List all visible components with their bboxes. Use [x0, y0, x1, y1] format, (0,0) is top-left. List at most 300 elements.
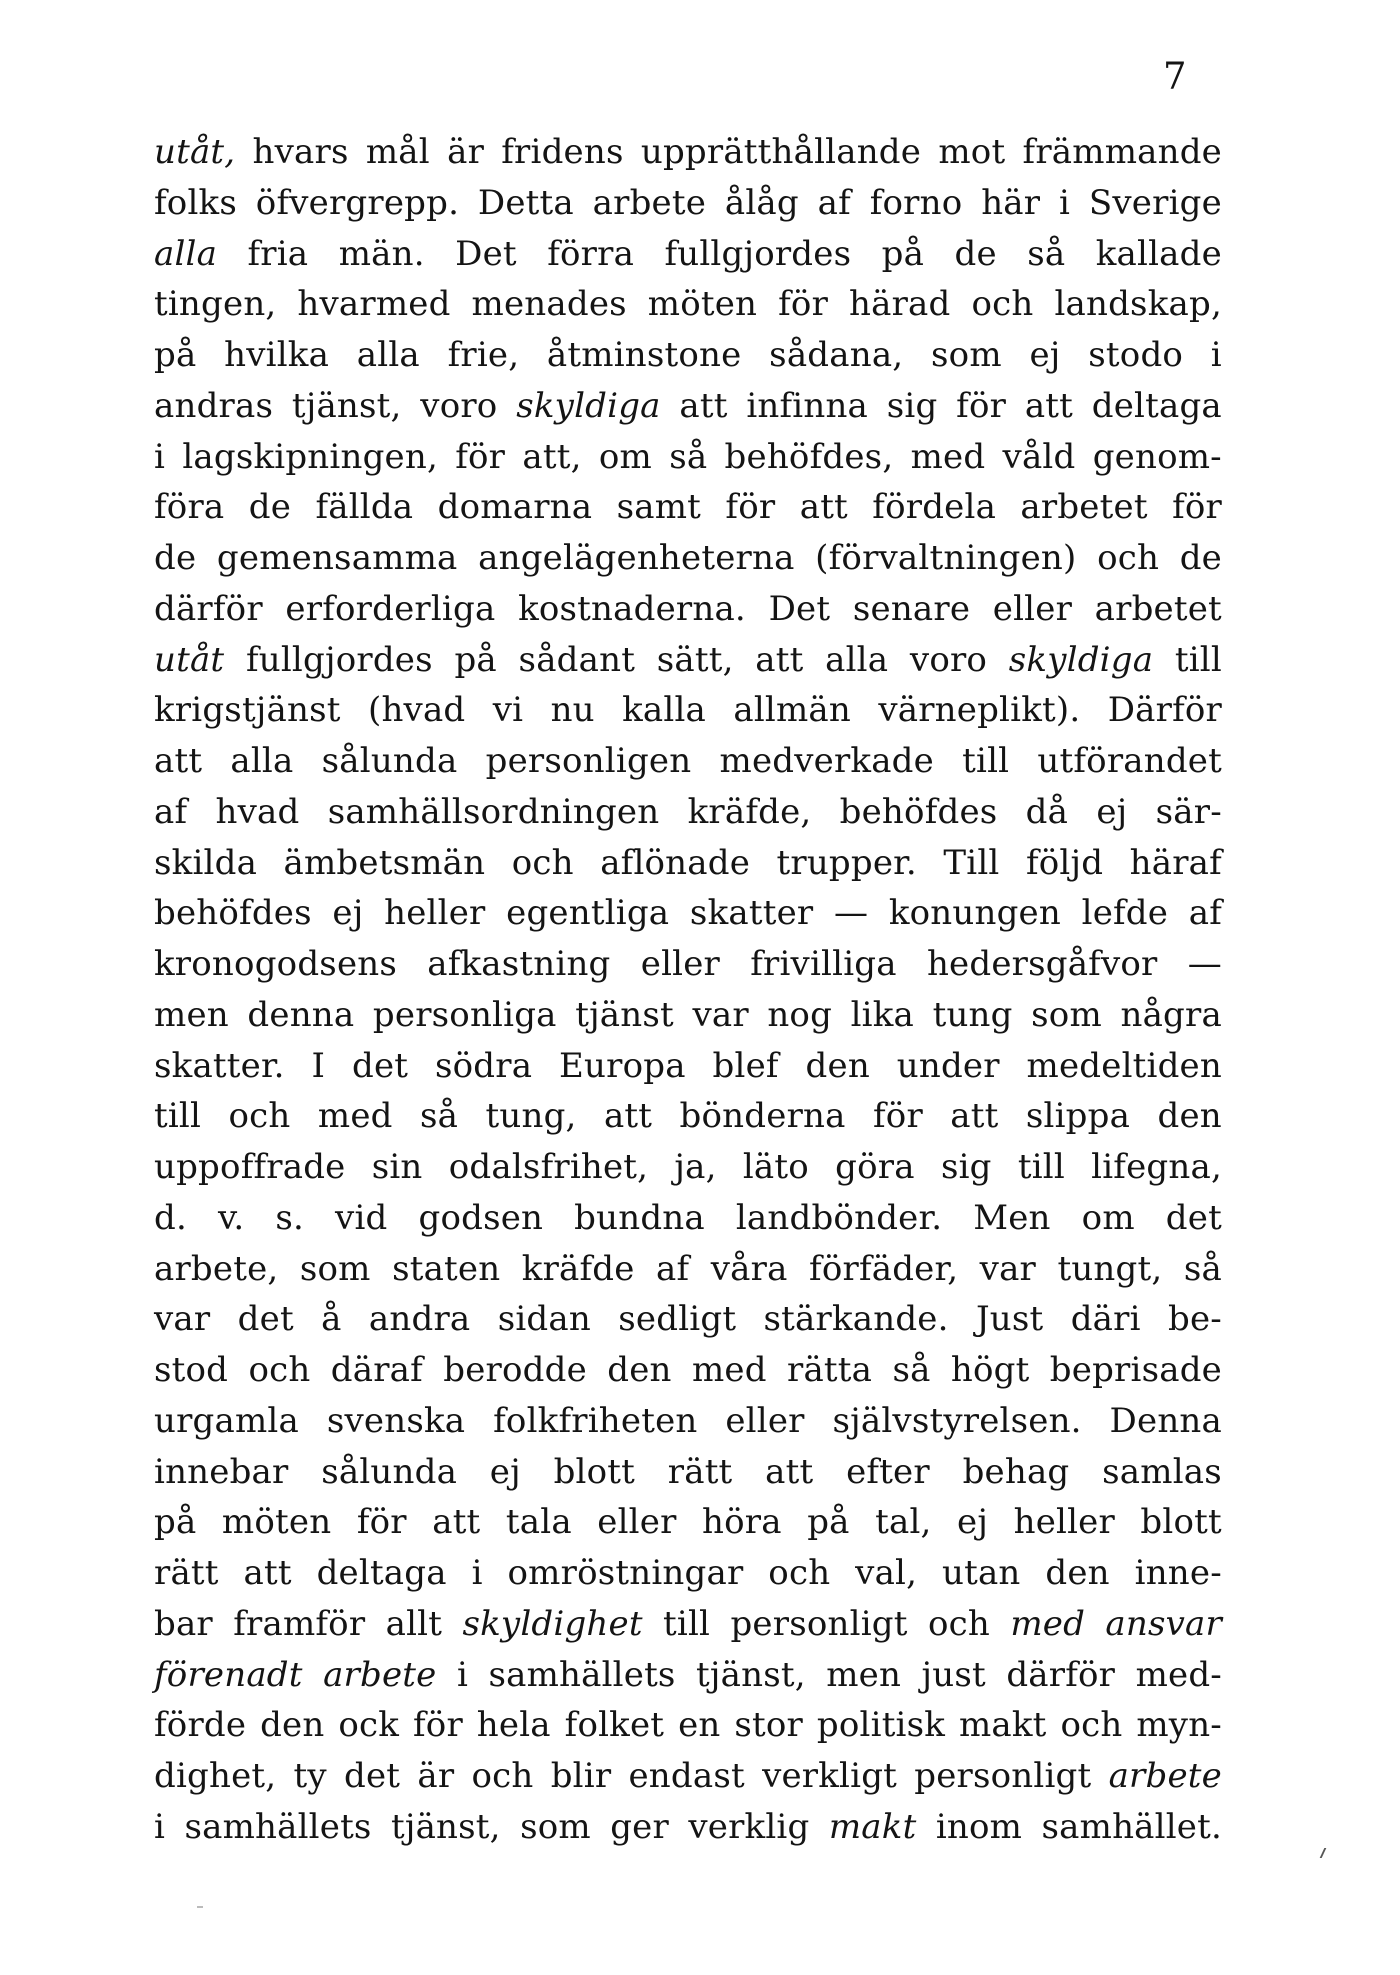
text-line [154, 229, 1222, 280]
word: frivilliga [750, 944, 897, 984]
word: hvad [215, 791, 300, 832]
word: som [520, 1806, 591, 1847]
word: vi [492, 690, 524, 731]
text-line [154, 939, 1222, 990]
word: Det [768, 588, 831, 629]
word: och [511, 842, 574, 883]
text-line [154, 1294, 1222, 1345]
word: upprätthållande [640, 132, 922, 172]
text-line [154, 127, 1222, 178]
text-line [154, 482, 1222, 533]
word: samt [616, 487, 702, 528]
word: eller [640, 944, 721, 984]
word: af [154, 791, 188, 832]
word: är [417, 1756, 455, 1796]
word: — [1187, 944, 1222, 984]
word: att [765, 1451, 814, 1492]
word: kräfde, [687, 791, 812, 832]
emphasized-word: förenadt [154, 1654, 303, 1695]
word: mål [365, 132, 430, 172]
word: stärkande. [763, 1299, 949, 1340]
word: den [805, 1045, 870, 1086]
word: självstyrelsen. [832, 1400, 1082, 1441]
word: stor [734, 1705, 804, 1746]
word: fridens [501, 132, 624, 172]
word: just [921, 1654, 986, 1695]
word: att, [522, 436, 582, 477]
word: inne- [1134, 1553, 1222, 1593]
word: be- [1167, 1299, 1222, 1340]
word: Därför [1107, 690, 1222, 731]
word: i [154, 436, 166, 477]
word: om [1081, 1197, 1135, 1238]
margin-speck [197, 1906, 203, 1908]
word: främmande [1022, 132, 1222, 172]
word: ej [332, 893, 364, 934]
word: däraf [330, 1350, 423, 1390]
word: förde [154, 1705, 247, 1746]
text-line [154, 990, 1222, 1041]
word: sålunda [321, 1451, 458, 1492]
word: några [1120, 994, 1222, 1035]
word: blir [550, 1756, 612, 1796]
word: alla [356, 335, 420, 375]
word: den [607, 1350, 672, 1390]
word: tjänst, [696, 1654, 806, 1695]
word: sin [371, 1147, 423, 1187]
word: domarna [437, 487, 593, 528]
text-line [154, 787, 1222, 838]
word: och [971, 284, 1034, 325]
word: efter [846, 1451, 930, 1492]
text-line [154, 432, 1222, 483]
word: andras [154, 385, 274, 426]
word: kostnaderna. [518, 588, 746, 629]
word: på [807, 1502, 850, 1543]
word: på [154, 335, 197, 375]
body-text [154, 127, 1222, 1853]
word: trupper. [776, 842, 917, 883]
word: den [1045, 1553, 1110, 1593]
word: hedersgåfvor [926, 944, 1158, 984]
word: behöfdes, [724, 436, 894, 477]
word: menades [471, 284, 627, 325]
word: med [691, 1350, 767, 1390]
word: kräfde [521, 1248, 635, 1289]
word: Europa [559, 1045, 686, 1086]
word: med [317, 1096, 393, 1137]
word: dighet, [154, 1756, 277, 1796]
word: under [896, 1045, 1000, 1086]
text-line [154, 1244, 1222, 1295]
word: för [956, 385, 1007, 426]
word: så [1027, 233, 1066, 274]
word: beprisade [1049, 1350, 1222, 1390]
word: att [432, 1502, 481, 1543]
word: forno [869, 182, 963, 223]
word: Detta [477, 182, 574, 223]
word: krigstjänst [154, 690, 341, 731]
word: tingen, [154, 284, 277, 325]
word: konungen [888, 893, 1061, 934]
word: tal, [875, 1502, 932, 1543]
word: Men [973, 1197, 1051, 1238]
text-line [154, 1396, 1222, 1447]
emphasized-word: arbete [323, 1654, 437, 1695]
word: hvilka [224, 335, 330, 375]
word: lefde [1081, 893, 1169, 934]
word: personligt [914, 1756, 1092, 1796]
word: ämbetsmän [283, 842, 486, 883]
text-line [154, 1345, 1222, 1396]
word: sålunda [321, 741, 458, 781]
word: på [881, 233, 925, 274]
word: till [663, 1603, 711, 1644]
text-line [154, 533, 1222, 584]
word: förra [547, 233, 635, 274]
text-line [154, 1599, 1222, 1650]
word: att [243, 1553, 292, 1593]
word: samhällets [184, 1806, 372, 1847]
word: vid [335, 1197, 388, 1238]
word: eller [597, 1502, 677, 1543]
word: frie, [447, 335, 520, 375]
word: att [950, 1096, 999, 1137]
word: var [154, 1299, 211, 1340]
word: var [692, 994, 749, 1035]
word: erforderliga [285, 588, 496, 629]
word: sig [886, 385, 938, 426]
word: framför [233, 1603, 366, 1644]
word: samhället. [1041, 1806, 1222, 1847]
word: nu [550, 690, 595, 731]
text-line [154, 1091, 1222, 1142]
word: kallade [1095, 233, 1222, 274]
word: ty [293, 1756, 327, 1796]
word: i [456, 1654, 469, 1695]
word: för [872, 1096, 923, 1137]
word: i [1210, 335, 1222, 375]
word: att [1024, 385, 1074, 426]
text-line [154, 1447, 1222, 1498]
word: på [454, 639, 497, 680]
word: högt [950, 1350, 1030, 1390]
word: tjänst [575, 994, 674, 1035]
margin-speck [1320, 1848, 1334, 1858]
word: infinna [746, 385, 869, 426]
word: (förvaltningen) [815, 538, 1077, 578]
word: d. [154, 1197, 187, 1238]
word: afkastning [427, 944, 611, 984]
word: här [981, 182, 1041, 223]
word: det [343, 1756, 401, 1796]
word: skilda [154, 842, 258, 883]
word: rätt [154, 1553, 219, 1593]
word: s. [275, 1197, 305, 1238]
word: utan [941, 1553, 1021, 1593]
word: svenska [326, 1400, 466, 1441]
word: ja, [674, 1147, 717, 1187]
word: kalla [622, 690, 707, 731]
word: politisk [816, 1705, 946, 1746]
word: var [979, 1248, 1037, 1289]
word: blott [553, 1451, 636, 1492]
word: våld [1002, 436, 1076, 477]
word: skatter. [154, 1045, 285, 1086]
word: sätt, [656, 639, 734, 680]
word: män. [338, 233, 425, 274]
word: berodde [443, 1350, 587, 1390]
word: ej [1096, 791, 1128, 832]
text-line [154, 1548, 1222, 1599]
word: till [154, 1096, 202, 1137]
word: är [447, 132, 485, 172]
word: inom [935, 1806, 1023, 1847]
word: landskap, [1054, 284, 1222, 325]
word: senare [852, 588, 971, 629]
word: i [1059, 182, 1071, 223]
word: endast [628, 1756, 745, 1796]
word: att [679, 385, 728, 426]
word: rätta [787, 1350, 873, 1390]
word: aflönade [600, 842, 751, 883]
word: tungt, [1057, 1248, 1163, 1289]
word: förfäder, [809, 1248, 959, 1289]
word: till [1017, 1147, 1065, 1187]
word: samhällsordningen [327, 791, 660, 832]
word: härad [849, 284, 951, 325]
word: ej [1029, 335, 1061, 375]
word: men [154, 994, 229, 1035]
word: därför [154, 588, 263, 629]
text-line [154, 1751, 1222, 1802]
text-line [154, 178, 1222, 229]
word: egentliga [506, 893, 670, 934]
word: bundna [574, 1197, 705, 1238]
word: den [1157, 1096, 1222, 1137]
word: de [248, 487, 292, 528]
text-line [154, 584, 1222, 635]
word: behag [962, 1451, 1070, 1492]
word: omröstningar [507, 1553, 744, 1593]
emphasized-word: utåt, [154, 132, 236, 172]
word: personliga [372, 994, 557, 1035]
word: till [1174, 639, 1222, 680]
word: men [826, 1654, 902, 1695]
word: staten [392, 1248, 501, 1289]
word: sedligt [618, 1299, 737, 1340]
word: åtminstone [546, 335, 742, 375]
word: en [678, 1705, 721, 1746]
word: fullgjordes [664, 233, 852, 274]
word: och [1060, 1705, 1123, 1746]
word: sär- [1155, 791, 1222, 832]
word: lika [850, 994, 915, 1035]
word: så [892, 1350, 931, 1390]
word: (hvad [367, 690, 466, 731]
word: så [1183, 1248, 1222, 1289]
word: och [768, 1553, 831, 1593]
word: hvars [252, 132, 349, 172]
word: höra [702, 1502, 782, 1543]
word: verklig [688, 1806, 810, 1847]
word: arbete [592, 182, 707, 223]
word: utförandet [1037, 741, 1222, 781]
word: däri [1070, 1299, 1141, 1340]
word: personligen [485, 741, 692, 781]
emphasized-word: makt [828, 1806, 917, 1847]
word: voro [420, 385, 498, 426]
word: val, [855, 1553, 918, 1593]
word: urgamla [154, 1400, 299, 1441]
word: och [927, 1603, 990, 1644]
word: fria [247, 233, 309, 274]
word: fördela [872, 487, 997, 528]
word: göra [835, 1147, 915, 1187]
word: därför [1006, 1654, 1116, 1695]
word: att [799, 487, 848, 528]
word: uppoffrade [154, 1147, 346, 1187]
word: om [598, 436, 652, 477]
text-line [154, 1142, 1222, 1193]
word: samhällets [488, 1654, 676, 1695]
word: Det [455, 233, 517, 274]
word: till [962, 741, 1010, 781]
word: då [1025, 791, 1069, 832]
word: innebar [154, 1451, 289, 1492]
word: deltaga [1091, 385, 1222, 426]
word: värneplikt). [878, 690, 1081, 731]
word: tung, [485, 1096, 577, 1137]
word: det [352, 1045, 409, 1086]
word: lifegna, [1091, 1147, 1222, 1187]
word: södra [434, 1045, 533, 1086]
word: af [656, 1248, 690, 1289]
word: de [154, 538, 197, 578]
word: folkfriheten [493, 1400, 698, 1441]
text-line [154, 1802, 1222, 1853]
word: läto [742, 1147, 809, 1187]
word: allt [385, 1603, 443, 1644]
word: att [603, 1096, 653, 1137]
word: ej [957, 1502, 989, 1543]
word: alla [825, 639, 889, 680]
word: Till [943, 842, 1000, 883]
word: eller [992, 588, 1073, 629]
word: för [725, 487, 776, 528]
word: folks [154, 182, 237, 223]
word: tala [505, 1502, 572, 1543]
word: i [154, 1806, 166, 1847]
word: som [1031, 994, 1102, 1035]
word: Just [975, 1299, 1044, 1340]
word: bönderna [679, 1096, 846, 1137]
word: föra [154, 487, 225, 528]
word: så [420, 1096, 459, 1137]
word: arbetet [1020, 487, 1148, 528]
text-line [154, 1650, 1222, 1701]
text-line [154, 279, 1222, 330]
word: makt [958, 1705, 1047, 1746]
text-line [154, 330, 1222, 381]
word: heller [1013, 1502, 1115, 1543]
word: v. [217, 1197, 245, 1238]
word: ger [610, 1806, 669, 1847]
word: fullgjordes [245, 639, 433, 680]
word: och [471, 1756, 534, 1796]
word: blef [712, 1045, 779, 1086]
word: genom- [1092, 436, 1222, 477]
word: att [755, 639, 804, 680]
word: att [154, 741, 203, 781]
emphasized-word: skyldiga [516, 385, 661, 426]
text-line [154, 1041, 1222, 1092]
text-line [154, 1700, 1222, 1751]
word: stod [154, 1350, 229, 1390]
word: behöfdes [839, 791, 998, 832]
word: möten [647, 284, 758, 325]
word: landbönder. [735, 1197, 943, 1238]
word: sådant [518, 639, 636, 680]
word: arbetet [1094, 588, 1222, 629]
word: rätt [667, 1451, 733, 1492]
word: voro [909, 639, 988, 680]
word: arbete, [154, 1248, 279, 1289]
word: det [237, 1299, 294, 1340]
word: å [321, 1299, 342, 1340]
emphasized-word: med [1010, 1603, 1086, 1644]
page-number: 7 [1163, 55, 1187, 98]
word: i [471, 1553, 483, 1593]
word: kronogodsens [154, 944, 398, 984]
word: som [931, 335, 1002, 375]
word: de [954, 233, 997, 274]
text-line [154, 381, 1222, 432]
text-line [154, 1497, 1222, 1548]
word: för [455, 436, 506, 477]
emphasized-word: skyldighet [462, 1603, 643, 1644]
word: ej [489, 1451, 521, 1492]
emphasized-word: arbete [1108, 1756, 1222, 1796]
word: ock [338, 1705, 400, 1746]
word: — [833, 893, 869, 934]
word: hela [476, 1705, 551, 1746]
word: denna [247, 994, 355, 1035]
word: folket [564, 1705, 665, 1746]
word: alla [230, 741, 294, 781]
word: mot [938, 132, 1006, 172]
word: medverkade [719, 741, 934, 781]
word: deltaga [316, 1553, 447, 1593]
word: gemensamma [216, 538, 458, 578]
word: godsen [418, 1197, 544, 1238]
word: I [311, 1045, 326, 1086]
emphasized-word: ansvar [1105, 1603, 1222, 1644]
emphasized-word: utåt [154, 639, 225, 680]
word: så [669, 436, 708, 477]
word: sådana, [769, 335, 904, 375]
word: andra [368, 1299, 471, 1340]
word: af [817, 182, 851, 223]
text-line [154, 838, 1222, 889]
word: tjänst, [390, 1806, 501, 1847]
word: hvarmed [297, 284, 451, 325]
word: verkligt [762, 1756, 898, 1796]
word: öfvergrepp. [255, 182, 460, 223]
word: allmän [733, 690, 851, 731]
word: blott [1140, 1502, 1222, 1543]
word: det [1165, 1197, 1222, 1238]
